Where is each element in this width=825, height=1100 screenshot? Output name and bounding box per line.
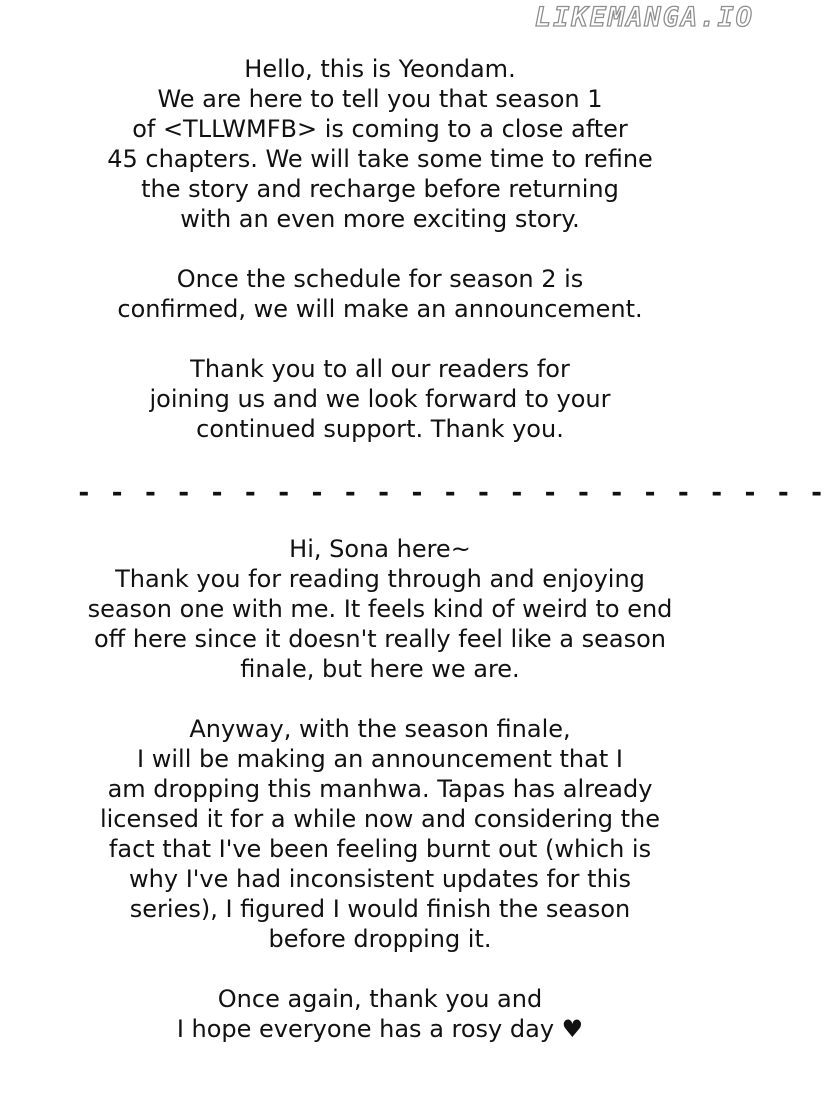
text-line: Once the schedule for season 2 is [176,265,584,293]
text-line: am dropping this manhwa. Tapas has already [107,775,653,803]
text-line: Thank you for reading through and enjoying [115,565,645,593]
text-line: joining us and we look forward to your [149,385,611,413]
text-line: season one with me. It feels kind of weird to end [87,595,673,623]
text-line: Hi, Sona here~ [289,535,471,563]
text-line: Once again, thank you and [217,985,543,1013]
text-line: Anyway, with the season finale, [189,715,571,743]
text-line: Thank you to all our readers for [190,355,570,383]
text-line: licensed it for a while now and considering the [99,805,661,833]
text-line: before dropping it. [268,925,492,953]
text-line: why I've had inconsistent updates for this [129,865,631,893]
text-line: finale, but here we are. [240,655,520,683]
text-line: Hello, this is Yeondam. [244,55,516,83]
translator-notice-sona [60,534,700,1044]
site-watermark: LIKEMANGA.IO [534,2,754,33]
text-line: the story and recharge before returning [141,175,619,203]
text-line: fact that I've been feeling burnt out (which is [108,835,652,863]
text-line: with an even more exciting story. [180,205,580,233]
text-line: continued support. Thank you. [196,415,564,443]
text-line: I will be making an announcement that I [137,745,623,773]
text-line: We are here to tell you that season 1 [157,85,603,113]
text-line: series), I figured I would finish the season [129,895,631,923]
text-line: I hope everyone has a rosy day ♥ [176,1015,584,1043]
text-line: off here since it doesn't really feel like a season [93,625,666,653]
text-line: of <TLLWMFB> is coming to a close after [132,115,628,143]
dashed-divider: - - - - - - - - - - - - - - - - - - - - - - - [76,478,825,508]
text-line: 45 chapters. We will take some time to refine [107,145,653,173]
text-line: confirmed, we will make an announcement. [117,295,643,323]
translator-notice-yeondam [60,54,700,444]
